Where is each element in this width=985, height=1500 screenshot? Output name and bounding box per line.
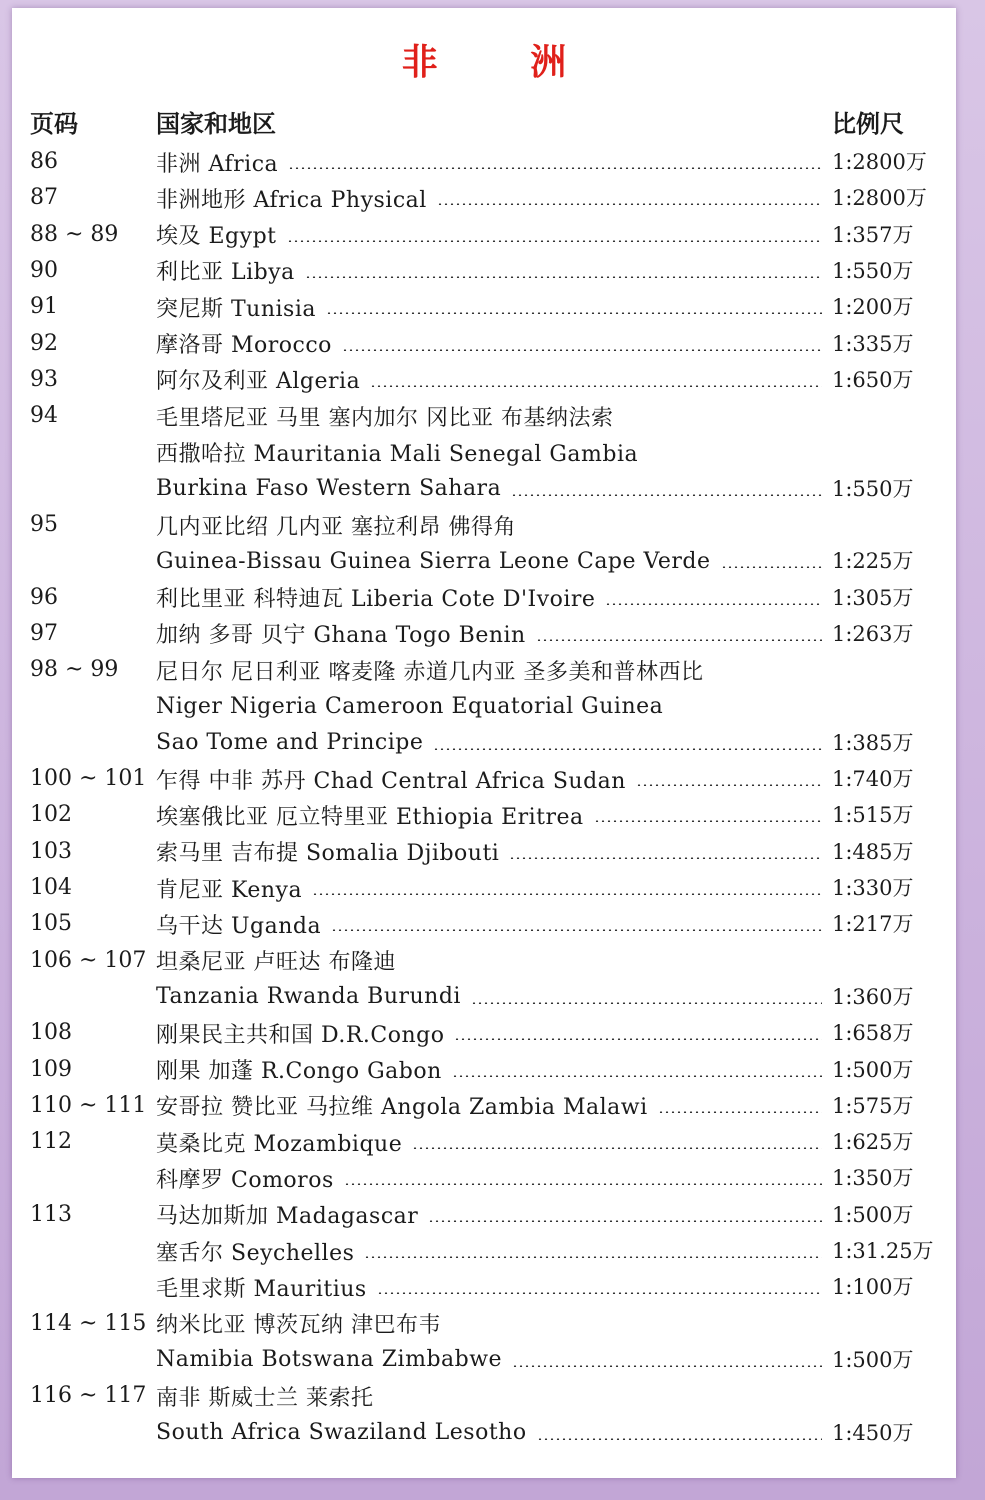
index-row [12, 253, 956, 289]
scale-value: 1:500万 [832, 1347, 914, 1372]
dot-leader [377, 1292, 822, 1294]
index-row [12, 906, 956, 942]
index-page [12, 8, 956, 1478]
index-row [12, 616, 956, 652]
country-entry [156, 1052, 828, 1088]
scale-value: 1:360万 [832, 984, 914, 1009]
country-names: 突尼斯 Tunisia [156, 296, 316, 322]
index-row [12, 1160, 956, 1196]
index-row [12, 398, 956, 434]
country-entry [156, 580, 828, 616]
dot-leader [509, 857, 822, 859]
index-row [12, 326, 956, 362]
country-entry [156, 1197, 828, 1233]
country-entry [156, 362, 828, 398]
index-row [12, 543, 956, 579]
scale-value: 1:2800万 [832, 150, 927, 174]
country-entry [156, 870, 828, 906]
country-names: 南非 斯威士兰 莱索托 [156, 1385, 374, 1411]
index-row [12, 1306, 956, 1342]
header-page: 页码 [30, 110, 78, 138]
page-number: 109 [30, 1056, 72, 1082]
country-entry [156, 1160, 828, 1196]
dot-leader [437, 203, 822, 205]
index-row [12, 1124, 956, 1160]
country-entry [156, 398, 828, 434]
country-entry [156, 616, 828, 652]
index-row [12, 507, 956, 543]
country-names: 坦桑尼亚 卢旺达 布隆迪 [156, 950, 396, 976]
country-names: 乌干达 Uganda [156, 913, 322, 939]
country-entry [156, 253, 828, 289]
index-row [12, 1415, 956, 1451]
country-entry [156, 1306, 828, 1342]
page-number: 112 [30, 1129, 72, 1155]
country-names: 毛里求斯 Mauritius [156, 1276, 367, 1302]
index-row [12, 870, 956, 906]
index-row [12, 943, 956, 979]
country-names: South Africa Swaziland Lesotho [156, 1420, 527, 1445]
country-entry [156, 979, 828, 1015]
country-entry [156, 289, 828, 325]
index-row [12, 834, 956, 870]
country-names: 非洲地形 Africa Physical [156, 187, 427, 213]
dot-leader [288, 167, 822, 169]
index-row [12, 144, 956, 180]
page-number: 95 [30, 512, 58, 537]
dot-leader [312, 893, 822, 895]
index-row [12, 1197, 956, 1233]
scale-value: 1:357万 [832, 222, 914, 247]
dot-leader [536, 639, 822, 641]
scale-value: 1:515万 [832, 803, 914, 828]
dot-leader [658, 1111, 822, 1113]
scale-value: 1:625万 [832, 1130, 914, 1155]
index-row [12, 761, 956, 797]
page-number: 102 [30, 802, 72, 828]
page-number: 108 [30, 1020, 72, 1046]
page-number: 86 [30, 149, 58, 174]
country-entry [156, 1378, 828, 1414]
index-row [12, 797, 956, 833]
page-number: 93 [30, 366, 58, 392]
scale-value: 1:485万 [832, 839, 914, 864]
country-entry [156, 761, 828, 797]
index-row [12, 289, 956, 325]
index-row [12, 979, 956, 1015]
scale-value: 1:550万 [832, 258, 914, 283]
index-row [12, 434, 956, 470]
dot-leader [364, 1256, 822, 1258]
country-entry [156, 1124, 828, 1160]
country-names: 西撒哈拉 Mauritania Mali Senegal Gambia [156, 441, 639, 467]
scale-value: 1:450万 [832, 1420, 914, 1445]
header-scale: 比例尺 [832, 110, 904, 138]
page-number: 87 [30, 185, 58, 211]
scale-value: 1:385万 [832, 730, 914, 755]
country-names: Niger Nigeria Cameroon Equatorial Guinea [156, 694, 664, 719]
dot-leader [326, 312, 822, 314]
dot-leader [511, 494, 822, 496]
scale-value: 1:330万 [832, 876, 914, 900]
page-number: 103 [30, 838, 72, 864]
scale-value: 1:305万 [832, 585, 914, 610]
scale-value: 1:550万 [832, 476, 914, 501]
country-names: 刚果民主共和国 D.R.Congo [156, 1022, 445, 1048]
page-number: 92 [30, 330, 58, 356]
page-number: 106 ~ 107 [30, 947, 147, 973]
index-row [12, 180, 956, 216]
index-row [12, 1088, 956, 1124]
dot-leader [370, 385, 822, 387]
scale-value: 1:650万 [832, 367, 914, 392]
index-row [12, 1342, 956, 1378]
country-names: 非洲 Africa [156, 151, 279, 177]
country-names: 埃及 Egypt [156, 224, 277, 250]
country-entry [156, 1269, 828, 1305]
country-entry [156, 180, 828, 216]
index-row [12, 580, 956, 616]
index-row [12, 362, 956, 398]
page-number: 96 [30, 584, 58, 610]
country-entry [156, 689, 828, 725]
scale-value: 1:100万 [832, 1275, 914, 1300]
country-entry [156, 906, 828, 942]
country-names: 莫桑比克 Mozambique [156, 1131, 403, 1157]
page-number: 104 [30, 875, 72, 900]
country-names: 几内亚比绍 几内亚 塞拉利昂 佛得角 [156, 514, 516, 540]
dot-leader [342, 349, 822, 351]
country-entry [156, 1342, 828, 1378]
index-row [12, 1052, 956, 1088]
page-number: 116 ~ 117 [30, 1383, 147, 1409]
country-names: 阿尔及利亚 Algeria [156, 369, 361, 395]
page-number: 110 ~ 111 [30, 1092, 147, 1118]
scale-value: 1:500万 [832, 1202, 914, 1227]
dot-leader [305, 276, 822, 278]
scale-value: 1:350万 [832, 1166, 914, 1191]
dot-leader [287, 240, 823, 242]
dot-leader [412, 1147, 822, 1149]
index-row [12, 1269, 956, 1305]
country-entry [156, 725, 828, 761]
scale-value: 1:658万 [832, 1021, 914, 1046]
header-country: 国家和地区 [156, 110, 276, 138]
country-names: 利比里亚 科特迪瓦 Liberia Cote D'Ivoire [156, 587, 596, 613]
country-entry [156, 652, 828, 688]
page-number: 88 ~ 89 [30, 221, 119, 247]
country-entry [156, 834, 828, 870]
country-names: 塞舌尔 Seychelles [156, 1240, 355, 1266]
scale-value: 1:200万 [832, 295, 914, 320]
country-names: 尼日尔 尼日利亚 喀麦隆 赤道几内亚 圣多美和普林西比 [156, 659, 704, 685]
scale-value: 1:500万 [832, 1057, 914, 1082]
dot-leader [636, 784, 822, 786]
country-names: Tanzania Rwanda Burundi [156, 984, 461, 1010]
dot-leader [344, 1183, 822, 1185]
dot-leader [594, 820, 822, 822]
country-names: 索马里 吉布提 Somalia Djibouti [156, 841, 500, 867]
country-names: Sao Tome and Principe [156, 730, 424, 756]
country-names: 科摩罗 Comoros [156, 1167, 334, 1193]
country-names: Burkina Faso Western Sahara [156, 476, 502, 502]
country-entry [156, 1415, 828, 1451]
scale-value: 1:575万 [832, 1093, 914, 1118]
country-names: 肯尼亚 Kenya [156, 877, 303, 903]
scale-value: 1:740万 [832, 767, 914, 792]
country-names: 马达加斯加 Madagascar [156, 1204, 419, 1230]
scale-value: 1:2800万 [832, 186, 927, 211]
index-row [12, 1015, 956, 1051]
country-names: 安哥拉 赞比亚 马拉维 Angola Zambia Malawi [156, 1095, 648, 1121]
country-names: Namibia Botswana Zimbabwe [156, 1347, 503, 1373]
dot-leader [512, 1365, 822, 1367]
country-names: 加纳 多哥 贝宁 Ghana Togo Benin [156, 623, 526, 649]
scale-value: 1:225万 [832, 549, 914, 574]
country-names: 摩洛哥 Morocco [156, 333, 332, 358]
page-number: 90 [30, 257, 58, 283]
country-names: 毛里塔尼亚 马里 塞内加尔 冈比亚 布基纳法索 [156, 405, 614, 431]
index-row [12, 1233, 956, 1269]
country-names: 埃塞俄比亚 厄立特里亚 Ethiopia Eritrea [156, 804, 584, 830]
dot-leader [721, 566, 822, 568]
page-number: 98 ~ 99 [30, 657, 119, 683]
scale-value: 1:31.25万 [832, 1239, 934, 1263]
scale-value: 1:217万 [832, 912, 914, 937]
country-names: Guinea-Bissau Guinea Sierra Leone Cape Verde [156, 548, 711, 574]
page-title: 非 洲 [401, 42, 607, 83]
country-names: 利比亚 Libya [156, 260, 295, 286]
page-number: 114 ~ 115 [30, 1310, 147, 1336]
country-entry [156, 1088, 828, 1124]
index-row [12, 471, 956, 507]
country-entry [156, 144, 828, 180]
country-entry [156, 507, 828, 543]
country-entry [156, 943, 828, 979]
index-row [12, 725, 956, 761]
dot-leader [605, 603, 822, 605]
page-number: 97 [30, 620, 58, 646]
dot-leader [433, 748, 822, 750]
country-entry [156, 434, 828, 470]
country-entry [156, 1015, 828, 1051]
country-entry [156, 543, 828, 579]
page-number: 105 [30, 911, 72, 937]
scale-value: 1:335万 [832, 331, 914, 356]
index-row [12, 689, 956, 725]
dot-leader [428, 1220, 822, 1222]
dot-leader [452, 1075, 822, 1077]
dot-leader [331, 929, 822, 931]
country-entry [156, 217, 828, 253]
scale-value: 1:263万 [832, 621, 914, 646]
country-entry [156, 1233, 828, 1269]
dot-leader [454, 1038, 822, 1040]
page-number: 113 [30, 1201, 72, 1227]
country-names: 乍得 中非 苏丹 Chad Central Africa Sudan [156, 768, 626, 794]
dot-leader [471, 1002, 822, 1004]
page-number: 91 [30, 294, 58, 320]
index-row [12, 652, 956, 688]
country-entry [156, 471, 828, 507]
country-names: 刚果 加蓬 R.Congo Gabon [156, 1059, 442, 1084]
dot-leader [537, 1438, 822, 1440]
index-row [12, 1378, 956, 1414]
country-names: 纳米比亚 博茨瓦纳 津巴布韦 [156, 1313, 441, 1339]
country-entry [156, 326, 828, 362]
country-entry [156, 797, 828, 833]
page-number: 94 [30, 403, 58, 429]
page-number: 100 ~ 101 [30, 766, 147, 792]
index-row [12, 217, 956, 253]
